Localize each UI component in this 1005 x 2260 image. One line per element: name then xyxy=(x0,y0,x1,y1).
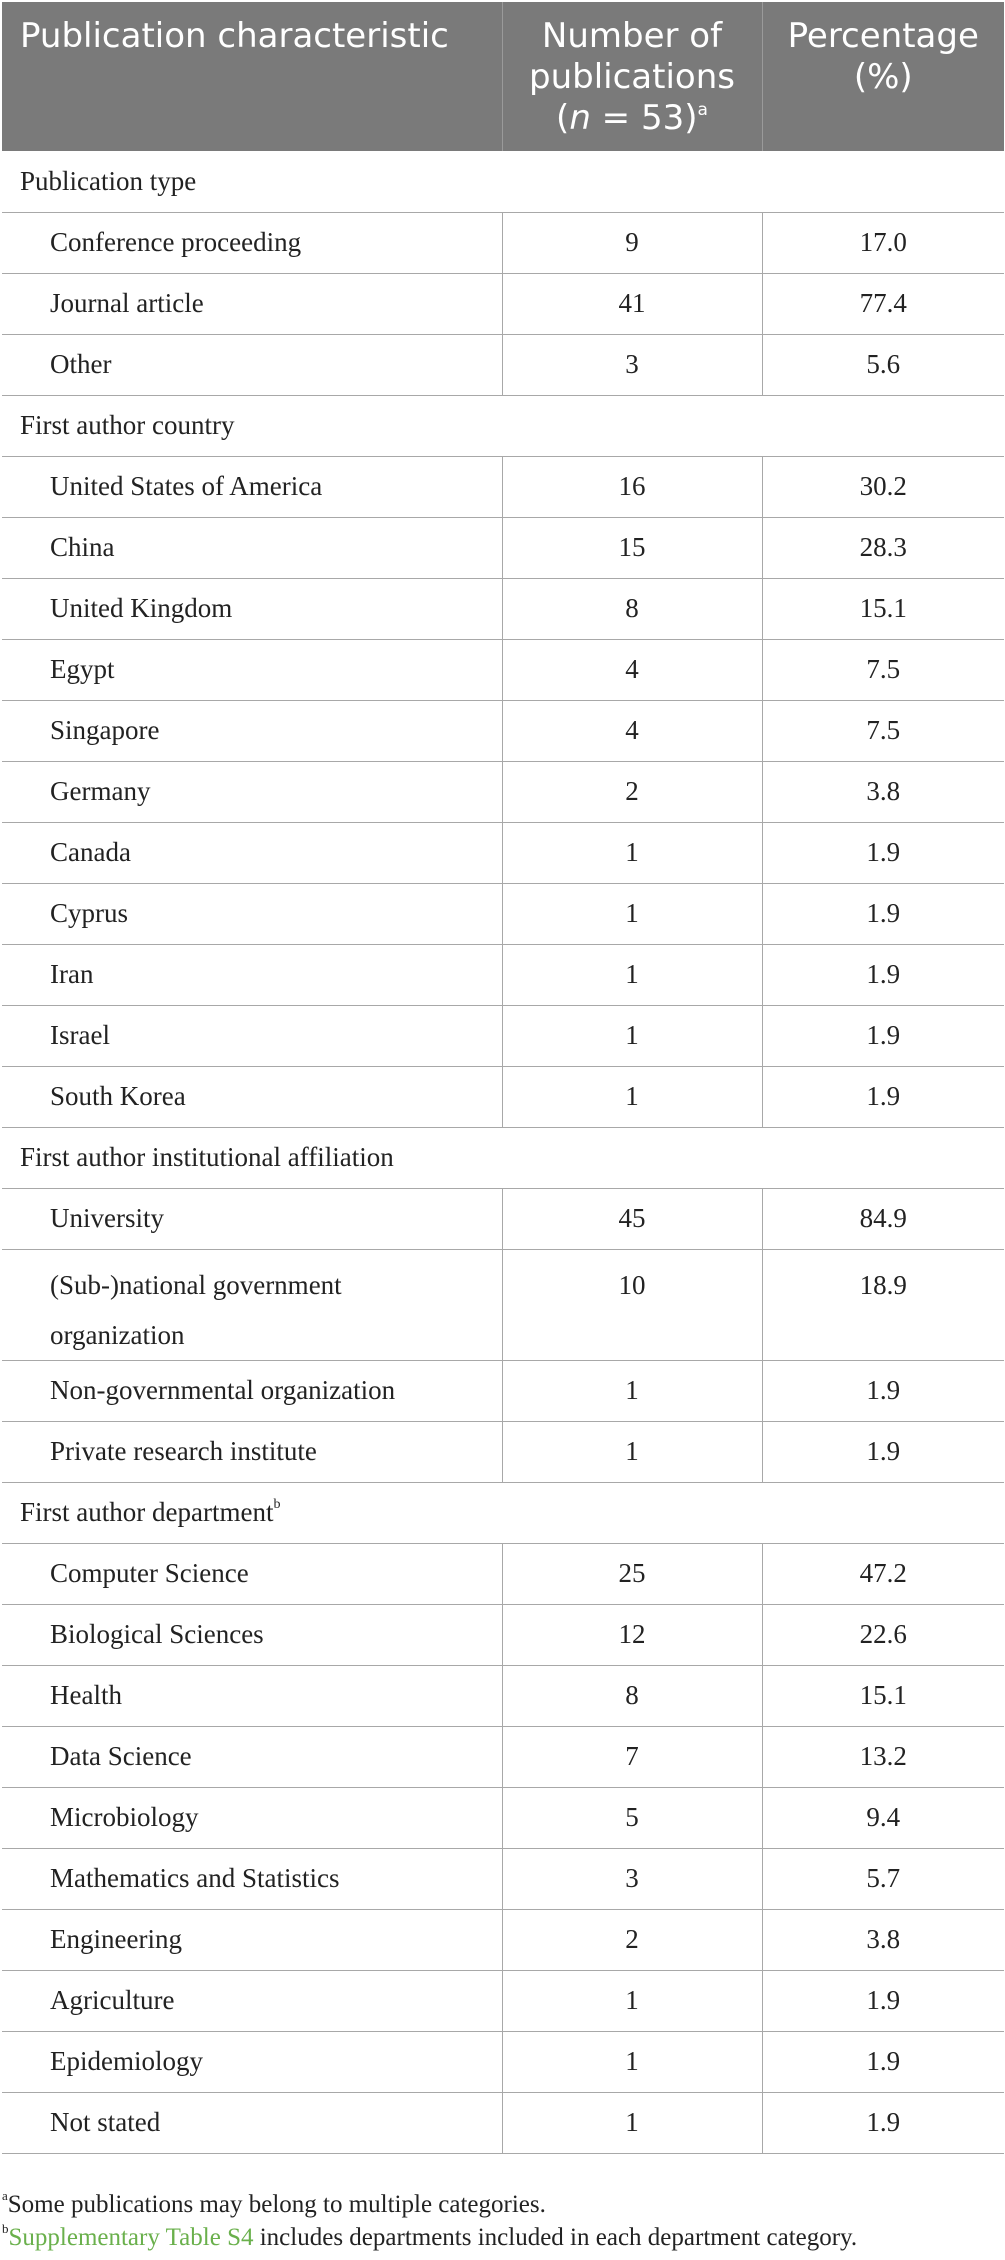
row-count: 1 xyxy=(502,1421,762,1482)
row-count: 41 xyxy=(502,273,762,334)
row-count: 1 xyxy=(502,2031,762,2092)
row-percentage: 1.9 xyxy=(762,883,1004,944)
footnote-b-text: includes departments included in each department category. xyxy=(253,2224,858,2251)
table-row xyxy=(2,1005,1004,1066)
row-label: Biological Sciences xyxy=(2,1604,502,1665)
section-title xyxy=(2,151,1004,212)
footnote-b-mark: b xyxy=(2,2221,9,2236)
row-label: South Korea xyxy=(2,1066,502,1127)
row-percentage: 1.9 xyxy=(762,822,1004,883)
table-row xyxy=(2,578,1004,639)
table-row xyxy=(2,700,1004,761)
table-header xyxy=(2,2,1004,151)
header-col2-line1: Number of xyxy=(541,16,723,56)
row-count: 1 xyxy=(502,2092,762,2153)
row-label: Private research institute xyxy=(2,1421,502,1482)
header-col2-footnote-mark: a xyxy=(697,100,708,120)
section-row xyxy=(2,1127,1004,1188)
table-row xyxy=(2,1970,1004,2031)
header-col3-line2: (%) xyxy=(853,57,913,97)
row-percentage: 1.9 xyxy=(762,1970,1004,2031)
table-row xyxy=(2,1188,1004,1249)
row-percentage: 30.2 xyxy=(762,456,1004,517)
table-row xyxy=(2,1360,1004,1421)
row-percentage: 9.4 xyxy=(762,1787,1004,1848)
row-label: Other xyxy=(2,334,502,395)
row-percentage: 13.2 xyxy=(762,1726,1004,1787)
row-label: Health xyxy=(2,1665,502,1726)
table-row xyxy=(2,883,1004,944)
section-footnote-mark: b xyxy=(273,1497,281,1512)
row-percentage: 15.1 xyxy=(762,578,1004,639)
section-title-text: First author institutional affiliation xyxy=(20,1142,394,1172)
row-count: 2 xyxy=(502,761,762,822)
row-percentage: 5.6 xyxy=(762,334,1004,395)
row-label: Journal article xyxy=(2,273,502,334)
row-label-line1: (Sub-)national government xyxy=(50,1269,342,1300)
row-percentage: 47.2 xyxy=(762,1543,1004,1604)
row-label: United States of America xyxy=(2,456,502,517)
row-percentage: 1.9 xyxy=(762,1360,1004,1421)
table-row xyxy=(2,761,1004,822)
section-row xyxy=(2,1482,1004,1543)
row-count: 4 xyxy=(502,700,762,761)
row-percentage: 28.3 xyxy=(762,517,1004,578)
table-row xyxy=(2,456,1004,517)
row-count: 1 xyxy=(502,1066,762,1127)
row-label: Cyprus xyxy=(2,883,502,944)
row-percentage: 5.7 xyxy=(762,1848,1004,1909)
header-percentage xyxy=(762,2,1004,151)
row-label: Germany xyxy=(2,761,502,822)
row-percentage: 7.5 xyxy=(762,639,1004,700)
row-percentage: 84.9 xyxy=(762,1188,1004,1249)
row-percentage: 17.0 xyxy=(762,212,1004,273)
table-row xyxy=(2,1604,1004,1665)
row-count: 1 xyxy=(502,1005,762,1066)
table-row xyxy=(2,517,1004,578)
table-footnotes xyxy=(2,2188,1002,2254)
footnote-a-text: Some publications may belong to multiple categories. xyxy=(7,2191,546,2218)
section-title-text: Publication type xyxy=(20,165,197,196)
header-row xyxy=(2,2,1004,151)
row-count: 8 xyxy=(502,578,762,639)
table-row xyxy=(2,1543,1004,1604)
row-percentage: 1.9 xyxy=(762,1005,1004,1066)
row-count: 3 xyxy=(502,334,762,395)
row-label: Iran xyxy=(2,944,502,1005)
row-percentage: 3.8 xyxy=(762,761,1004,822)
row-label: Computer Science xyxy=(2,1543,502,1604)
row-count: 15 xyxy=(502,517,762,578)
row-label-line2: organization xyxy=(50,1319,185,1350)
table-row xyxy=(2,1066,1004,1127)
table-row xyxy=(2,1787,1004,1848)
row-label: Egypt xyxy=(2,639,502,700)
row-label: Mathematics and Statistics xyxy=(2,1848,502,1909)
publication-characteristics-table xyxy=(2,2,1004,2154)
row-count: 16 xyxy=(502,456,762,517)
section-row xyxy=(2,151,1004,212)
row-label: Agriculture xyxy=(2,1970,502,2031)
section-row xyxy=(2,395,1004,456)
row-label xyxy=(2,1249,502,1360)
row-label: Epidemiology xyxy=(2,2031,502,2092)
section-title xyxy=(2,1127,1004,1188)
table-row xyxy=(2,334,1004,395)
header-col2-n: n xyxy=(569,98,591,138)
footnote-a xyxy=(2,2188,1002,2221)
row-percentage: 1.9 xyxy=(762,1421,1004,1482)
table-row xyxy=(2,212,1004,273)
footnote-a-mark: a xyxy=(2,2188,8,2203)
row-count: 1 xyxy=(502,944,762,1005)
row-count: 5 xyxy=(502,1787,762,1848)
row-percentage: 1.9 xyxy=(762,2031,1004,2092)
row-label: Singapore xyxy=(2,700,502,761)
row-count: 1 xyxy=(502,1360,762,1421)
section-title xyxy=(2,1482,1004,1543)
footnote-b xyxy=(2,2221,1002,2254)
row-label: Data Science xyxy=(2,1726,502,1787)
table-row xyxy=(2,822,1004,883)
row-count: 2 xyxy=(502,1909,762,1970)
row-count: 3 xyxy=(502,1848,762,1909)
row-label: China xyxy=(2,517,502,578)
row-percentage: 15.1 xyxy=(762,1665,1004,1726)
row-percentage: 1.9 xyxy=(762,944,1004,1005)
row-count: 1 xyxy=(502,883,762,944)
table-row xyxy=(2,1909,1004,1970)
table-row xyxy=(2,273,1004,334)
header-publication-characteristic: Publication characteristic xyxy=(2,2,502,151)
row-count: 25 xyxy=(502,1543,762,1604)
table-row xyxy=(2,2092,1004,2153)
row-count: 7 xyxy=(502,1726,762,1787)
section-title xyxy=(2,395,1004,456)
row-label: Conference proceeding xyxy=(2,212,502,273)
header-col2-paren: ( xyxy=(556,98,570,138)
row-count: 45 xyxy=(502,1188,762,1249)
row-label: Microbiology xyxy=(2,1787,502,1848)
table-body xyxy=(2,151,1004,2153)
header-number-of-publications xyxy=(502,2,762,151)
row-count: 12 xyxy=(502,1604,762,1665)
table-row xyxy=(2,1249,1004,1360)
row-percentage: 18.9 xyxy=(762,1249,1004,1360)
row-label: Non-governmental organization xyxy=(2,1360,502,1421)
section-title-text: First author department xyxy=(20,1497,274,1527)
row-count: 1 xyxy=(502,822,762,883)
row-percentage: 7.5 xyxy=(762,700,1004,761)
row-percentage: 3.8 xyxy=(762,1909,1004,1970)
row-count: 9 xyxy=(502,212,762,273)
section-title-text: First author country xyxy=(20,410,235,440)
row-label: University xyxy=(2,1188,502,1249)
row-count: 4 xyxy=(502,639,762,700)
row-percentage: 77.4 xyxy=(762,273,1004,334)
table-row xyxy=(2,1848,1004,1909)
table-row xyxy=(2,944,1004,1005)
row-percentage: 1.9 xyxy=(762,2092,1004,2153)
row-label: Israel xyxy=(2,1005,502,1066)
table-row xyxy=(2,1726,1004,1787)
row-percentage: 1.9 xyxy=(762,1066,1004,1127)
table-row xyxy=(2,2031,1004,2092)
header-col3-line1: Percentage xyxy=(787,16,979,56)
row-label: Canada xyxy=(2,822,502,883)
row-percentage: 22.6 xyxy=(762,1604,1004,1665)
table-row xyxy=(2,1665,1004,1726)
table-row xyxy=(2,639,1004,700)
table-row xyxy=(2,1421,1004,1482)
row-label: Engineering xyxy=(2,1909,502,1970)
supplementary-table-link[interactable]: Supplementary Table S4 xyxy=(8,2224,254,2251)
row-count: 10 xyxy=(502,1249,762,1360)
row-count: 1 xyxy=(502,1970,762,2031)
row-label: United Kingdom xyxy=(2,578,502,639)
header-col2-eq: = 53) xyxy=(590,98,698,138)
header-col2-line2: publications xyxy=(529,57,735,97)
row-label: Not stated xyxy=(2,2092,502,2153)
row-count: 8 xyxy=(502,1665,762,1726)
